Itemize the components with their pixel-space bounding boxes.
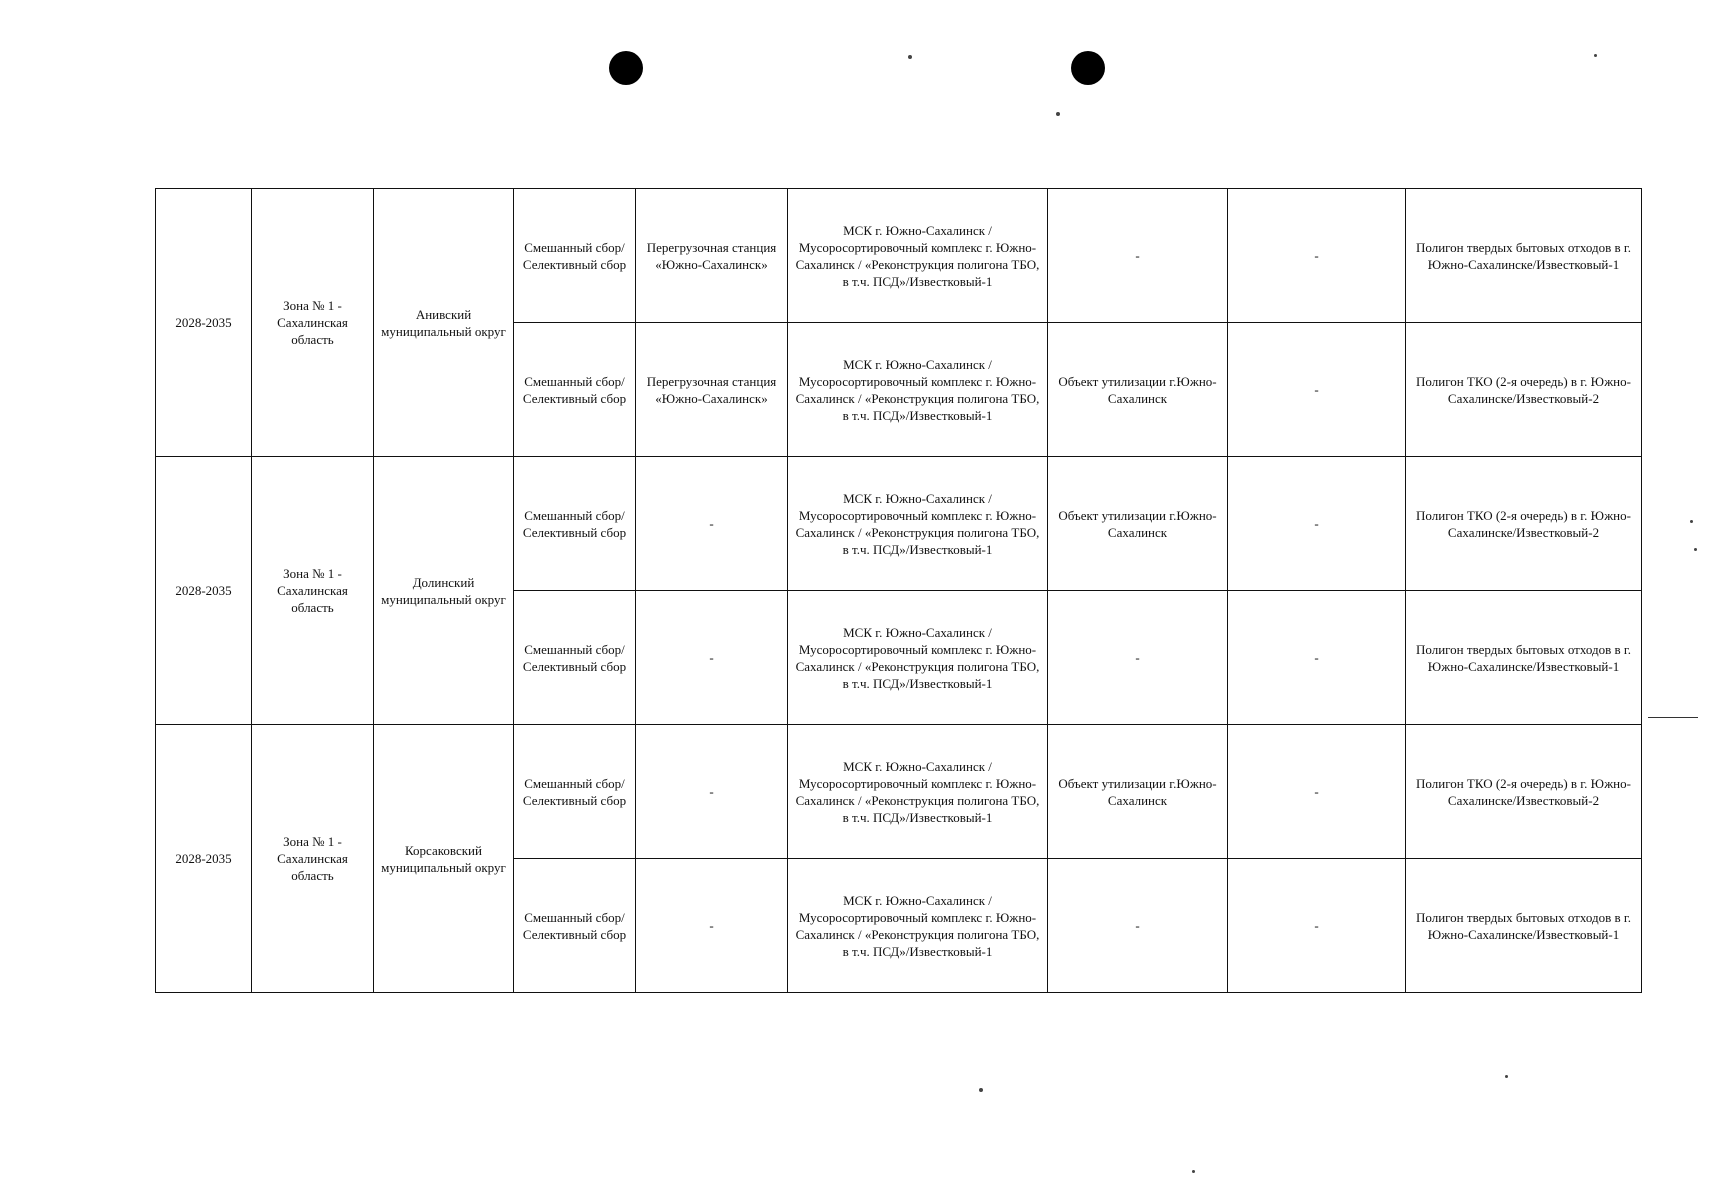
table-row [156, 725, 1642, 859]
neutralization-cell: - [1228, 725, 1406, 859]
collection-cell: Смешанный сбор/ Селективный сбор [514, 591, 636, 725]
sorting-cell: МСК г. Южно-Сахалинск / Мусоросортировочный комплекс г. Южно-Сахалинск / «Реконструкция полигона ТБО, в т.ч. ПСД»/Известковый-1 [788, 323, 1048, 457]
neutralization-cell: - [1228, 323, 1406, 457]
neutralization-cell: - [1228, 859, 1406, 993]
scan-speck [1192, 1170, 1195, 1173]
district-cell: Долинский муниципальный округ [374, 457, 514, 725]
utilization-cell: Объект утилизации г.Южно-Сахалинск [1048, 323, 1228, 457]
utilization-cell: Объект утилизации г.Южно-Сахалинск [1048, 457, 1228, 591]
collection-cell: Смешанный сбор/ Селективный сбор [514, 323, 636, 457]
disposal-cell: Полигон ТКО (2-я очередь) в г. Южно-Сахалинске/Известковый-2 [1406, 323, 1642, 457]
district-cell: Корсаковский муниципальный округ [374, 725, 514, 993]
punch-hole-right [1071, 51, 1105, 85]
disposal-cell: Полигон ТКО (2-я очередь) в г. Южно-Сахалинске/Известковый-2 [1406, 725, 1642, 859]
utilization-cell: - [1048, 591, 1228, 725]
transfer-cell: - [636, 725, 788, 859]
collection-cell: Смешанный сбор/ Селективный сбор [514, 725, 636, 859]
table-row [156, 457, 1642, 591]
district-cell: Анивский муниципальный округ [374, 189, 514, 457]
scan-speck [1690, 520, 1693, 523]
table-row [156, 189, 1642, 323]
transfer-cell: Перегрузочная станция «Южно-Сахалинск» [636, 189, 788, 323]
collection-cell: Смешанный сбор/ Селективный сбор [514, 859, 636, 993]
neutralization-cell: - [1228, 591, 1406, 725]
transfer-cell: - [636, 859, 788, 993]
scan-speck [1694, 548, 1697, 551]
sorting-cell: МСК г. Южно-Сахалинск / Мусоросортировочный комплекс г. Южно-Сахалинск / «Реконструкция полигона ТБО, в т.ч. ПСД»/Известковый-1 [788, 189, 1048, 323]
sorting-cell: МСК г. Южно-Сахалинск / Мусоросортировочный комплекс г. Южно-Сахалинск / «Реконструкция полигона ТБО, в т.ч. ПСД»/Известковый-1 [788, 591, 1048, 725]
waste-flow-table [155, 188, 1642, 993]
disposal-cell: Полигон твердых бытовых отходов в г. Южно-Сахалинске/Известковый-1 [1406, 189, 1642, 323]
disposal-cell: Полигон твердых бытовых отходов в г. Южно-Сахалинске/Известковый-1 [1406, 859, 1642, 993]
scan-edge-line [1648, 717, 1698, 718]
transfer-cell: Перегрузочная станция «Южно-Сахалинск» [636, 323, 788, 457]
scan-speck [1056, 112, 1060, 116]
zone-cell: Зона № 1 - Сахалинская область [252, 189, 374, 457]
scan-speck [979, 1088, 983, 1092]
utilization-cell: - [1048, 859, 1228, 993]
transfer-cell: - [636, 457, 788, 591]
disposal-cell: Полигон твердых бытовых отходов в г. Южно-Сахалинске/Известковый-1 [1406, 591, 1642, 725]
scan-speck [1594, 54, 1597, 57]
period-cell: 2028-2035 [156, 725, 252, 993]
zone-cell: Зона № 1 - Сахалинская область [252, 457, 374, 725]
punch-hole-left [609, 51, 643, 85]
neutralization-cell: - [1228, 457, 1406, 591]
sorting-cell: МСК г. Южно-Сахалинск / Мусоросортировочный комплекс г. Южно-Сахалинск / «Реконструкция полигона ТБО, в т.ч. ПСД»/Известковый-1 [788, 457, 1048, 591]
transfer-cell: - [636, 591, 788, 725]
collection-cell: Смешанный сбор/ Селективный сбор [514, 189, 636, 323]
sorting-cell: МСК г. Южно-Сахалинск / Мусоросортировочный комплекс г. Южно-Сахалинск / «Реконструкция полигона ТБО, в т.ч. ПСД»/Известковый-1 [788, 859, 1048, 993]
period-cell: 2028-2035 [156, 189, 252, 457]
collection-cell: Смешанный сбор/ Селективный сбор [514, 457, 636, 591]
scan-speck [908, 55, 912, 59]
utilization-cell: - [1048, 189, 1228, 323]
scan-speck [1505, 1075, 1508, 1078]
neutralization-cell: - [1228, 189, 1406, 323]
sorting-cell: МСК г. Южно-Сахалинск / Мусоросортировочный комплекс г. Южно-Сахалинск / «Реконструкция полигона ТБО, в т.ч. ПСД»/Известковый-1 [788, 725, 1048, 859]
zone-cell: Зона № 1 - Сахалинская область [252, 725, 374, 993]
utilization-cell: Объект утилизации г.Южно-Сахалинск [1048, 725, 1228, 859]
period-cell: 2028-2035 [156, 457, 252, 725]
disposal-cell: Полигон ТКО (2-я очередь) в г. Южно-Сахалинске/Известковый-2 [1406, 457, 1642, 591]
